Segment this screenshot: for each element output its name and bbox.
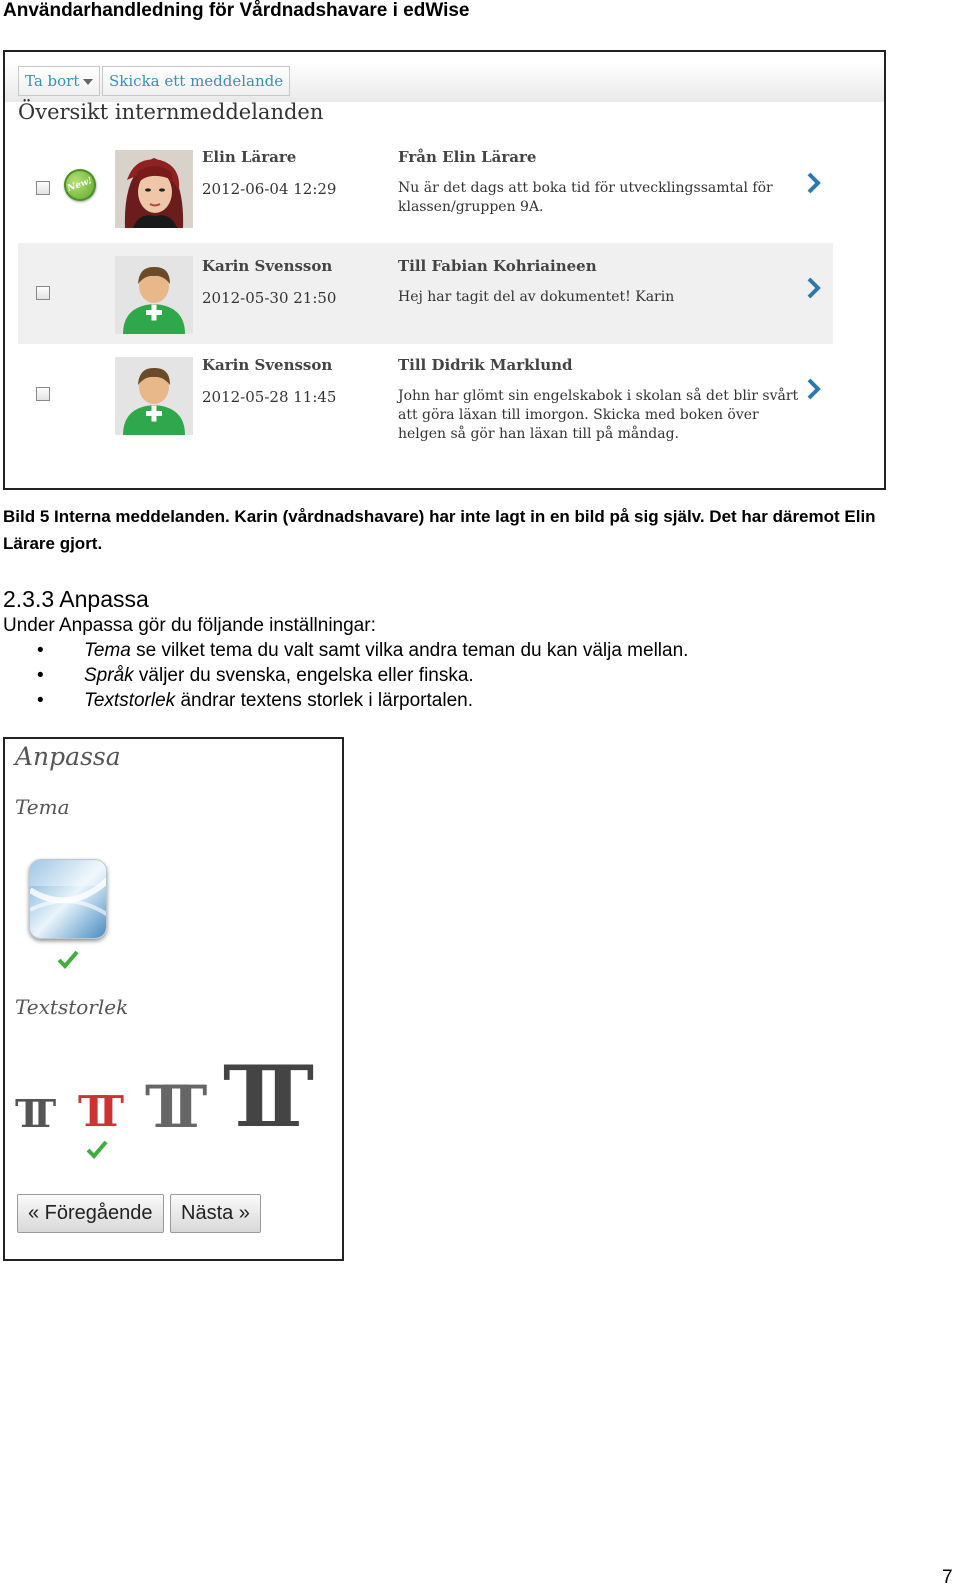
message-body: Hej har tagit del av dokumentet! Karin: [398, 289, 675, 305]
message-date: 2012-05-30 21:50: [202, 289, 337, 307]
list-item: [3, 665, 688, 690]
message-body: Nu är det dags att boka tid för utvecklingssamtal för klassen/gruppen 9A.: [398, 180, 773, 215]
delete-button-label: Ta bort: [25, 72, 80, 90]
list-item-text: väljer du svenska, engelska eller finska.: [133, 665, 474, 686]
section-title: 2.3.3 Anpassa: [3, 586, 149, 612]
textstorlek-label: Textstorlek: [15, 995, 129, 1019]
document-header: Användarhandledning för Vårdnadshavare i edWise: [3, 0, 470, 21]
message-sender: Karin Svensson: [202, 356, 333, 374]
next-button[interactable]: Nästa »: [170, 1194, 261, 1233]
list-item-term: Språk: [84, 665, 134, 686]
theme-option-tile[interactable]: [29, 859, 107, 939]
messages-screenshot: [3, 50, 886, 490]
sender-photo-avatar: [115, 150, 193, 228]
figure-caption: Bild 5 Interna meddelanden. Karin (vårdnadshavare) har inte lagt in en bild på sig själv. Det har däremot Elin Lärare gjort.: [3, 507, 876, 553]
message-subject: Till Didrik Marklund: [398, 356, 573, 374]
message-subject: Från Elin Lärare: [398, 148, 537, 166]
list-item-text: se vilket tema du valt samt vilka andra teman du kan välja mellan.: [130, 640, 689, 661]
anpassa-heading: Anpassa: [15, 742, 121, 771]
send-message-button[interactable]: Skicka ett meddelande: [102, 66, 290, 96]
section-intro: Under Anpassa gör du följande inställningar:: [3, 615, 376, 636]
anpassa-screenshot: [3, 737, 344, 1261]
open-message-chevron-icon[interactable]: [806, 276, 822, 300]
delete-button[interactable]: [18, 66, 100, 96]
list-item-term: Textstorlek: [84, 690, 176, 711]
open-message-chevron-icon[interactable]: [806, 377, 822, 401]
messages-heading: Översikt internmeddelanden: [18, 100, 324, 124]
text-size-large-option[interactable]: TT: [145, 1073, 186, 1141]
list-item: [3, 690, 688, 715]
list-item-text: ändrar textens storlek i lärportalen.: [175, 690, 473, 711]
message-row[interactable]: [18, 344, 833, 454]
message-row[interactable]: [18, 138, 833, 243]
selected-check-icon: [57, 949, 79, 969]
previous-button[interactable]: « Föregående: [17, 1194, 164, 1233]
message-body: John har glömt sin engelskabok i skolan så det blir svårt att göra läxan till imorgon. Skicka med boken över helgen så gör han läxan till på måndag.: [398, 388, 799, 442]
page-number: 7: [942, 1567, 953, 1588]
message-checkbox[interactable]: [36, 387, 50, 401]
text-size-medium-option[interactable]: TT: [78, 1087, 110, 1136]
list-item: [3, 640, 688, 665]
new-badge-icon: New!: [59, 164, 100, 205]
tema-label: Tema: [15, 795, 70, 819]
list-item-term: Tema: [84, 640, 131, 661]
message-row[interactable]: [18, 243, 833, 344]
message-date: 2012-06-04 12:29: [202, 180, 337, 198]
default-avatar-icon: [115, 256, 193, 334]
settings-list: [3, 640, 688, 715]
message-checkbox[interactable]: [36, 286, 50, 300]
message-subject: Till Fabian Kohriaineen: [398, 257, 597, 275]
message-checkbox[interactable]: [36, 181, 50, 195]
default-avatar-icon: [115, 357, 193, 435]
message-date: 2012-05-28 11:45: [202, 388, 337, 406]
open-message-chevron-icon[interactable]: [806, 171, 822, 195]
dropdown-arrow-icon: [83, 79, 93, 85]
selected-check-icon: [86, 1139, 108, 1159]
message-sender: Karin Svensson: [202, 257, 333, 275]
message-sender: Elin Lärare: [202, 148, 297, 166]
text-size-xlarge-option[interactable]: TT: [223, 1047, 284, 1146]
text-size-small-option[interactable]: TT: [15, 1091, 43, 1136]
